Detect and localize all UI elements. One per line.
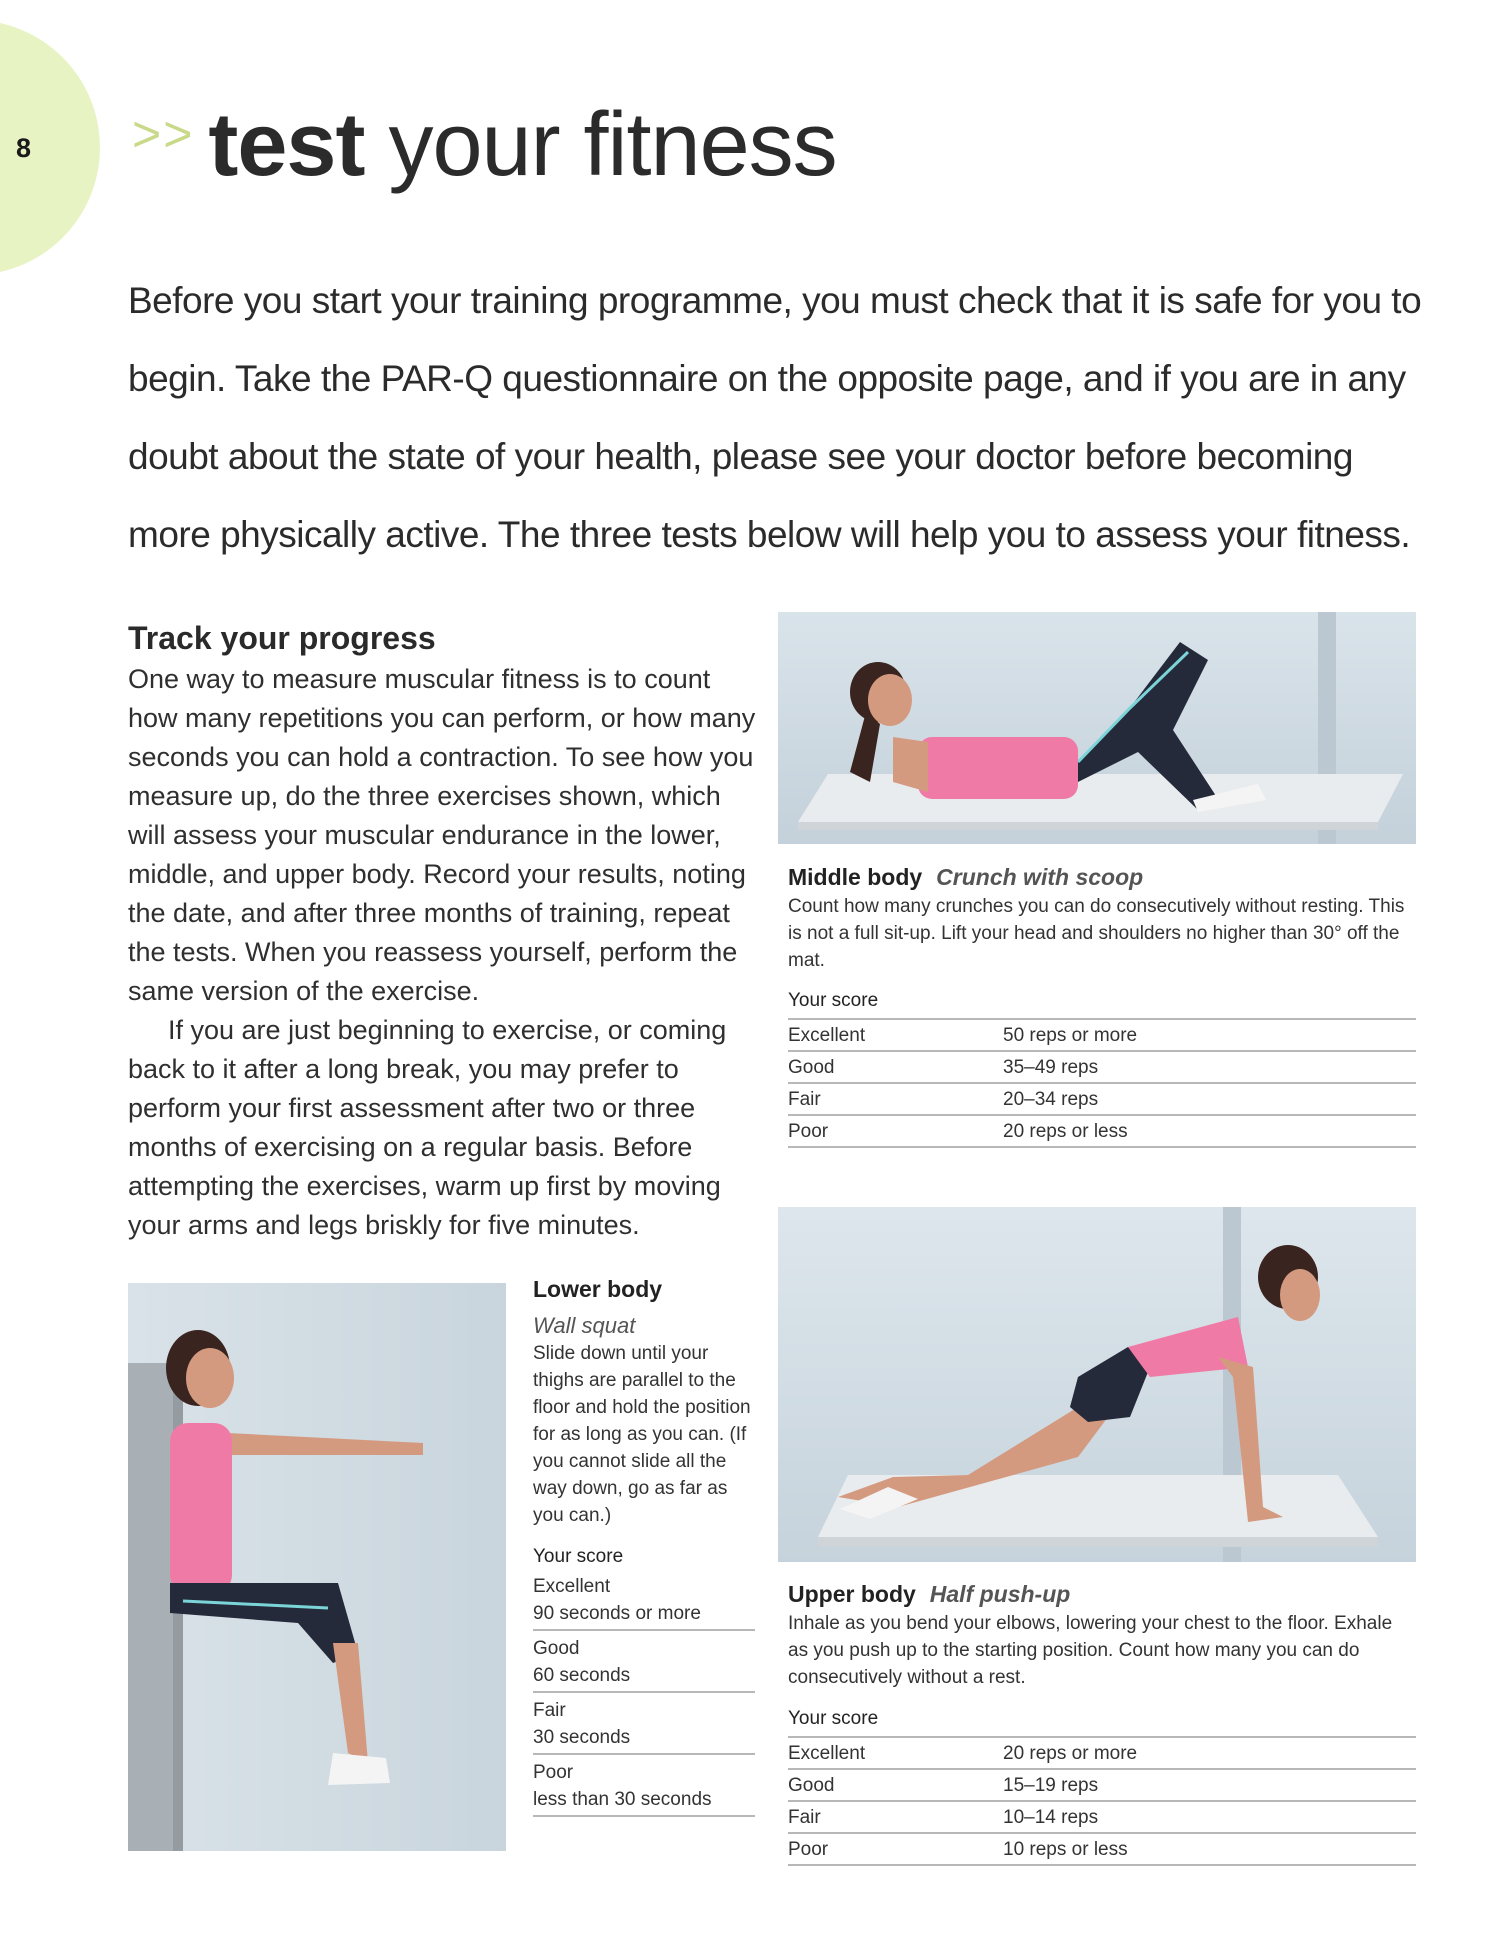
upper-body-score-table — [788, 1736, 1416, 1866]
score-level: Poor — [788, 1121, 829, 1142]
score-row — [788, 1116, 1416, 1148]
score-level: Fair — [788, 1807, 821, 1828]
lower-body-exercise: Wall squat — [533, 1313, 636, 1338]
score-row — [788, 1770, 1416, 1802]
score-row — [533, 1631, 755, 1693]
score-value: 50 reps or more — [1003, 1025, 1138, 1046]
upper-body-description: Inhale as you bend your elbows, lowering your chest to the floor. Exhale as you push up to the starting position. Count how many you can do consecutively without a rest. — [788, 1613, 1393, 1688]
page-tab — [0, 20, 100, 275]
lower-body-description: Slide down until your thighs are parallel to the floor and hold the position for as long as you can. (If you cannot slide all the way down, go as far as you can.) — [533, 1343, 751, 1526]
score-row — [788, 1020, 1416, 1052]
upper-body-heading — [788, 1581, 1070, 1608]
progress-paragraph-1: One way to measure muscular fitness is to count how many repetitions you can perform, or how many seconds you can hold a contraction. To see how you measure up, do the three exercises shown, which will assess your muscular endurance in the lower, middle, and upper body. Record your results, noting the date, and after three months of training, repeat the tests. When you reassess yourself, perform the same version of the exercise. — [128, 664, 756, 1006]
upper-body-exercise: Half push-up — [929, 1581, 1071, 1607]
crunch-photo — [778, 612, 1416, 844]
middle-body-heading — [788, 864, 1143, 891]
score-value: 20 reps or more — [1003, 1743, 1138, 1764]
score-row — [533, 1755, 755, 1817]
score-level: Fair — [533, 1700, 566, 1721]
score-level: Good — [788, 1057, 835, 1078]
score-row — [788, 1802, 1416, 1834]
lower-body-score-title: Your score — [533, 1546, 624, 1567]
score-level: Good — [533, 1638, 580, 1659]
score-value: 20–34 reps — [1003, 1089, 1099, 1110]
score-row — [788, 1834, 1416, 1866]
score-level: Fair — [788, 1089, 821, 1110]
score-value: 10–14 reps — [1003, 1807, 1099, 1828]
middle-body-name: Middle body — [788, 864, 923, 890]
score-level: Poor — [788, 1839, 829, 1860]
score-row — [533, 1573, 755, 1631]
score-level: Poor — [533, 1762, 574, 1783]
progress-body — [128, 660, 758, 1245]
score-value: 60 seconds — [533, 1665, 631, 1686]
score-row — [788, 1052, 1416, 1084]
score-value: 35–49 reps — [1003, 1057, 1099, 1078]
score-level: Excellent — [788, 1025, 866, 1046]
push-up-photo — [778, 1207, 1416, 1562]
score-level: Good — [788, 1775, 835, 1796]
title-bold: test — [208, 95, 365, 195]
lower-body-score-list — [533, 1573, 755, 1817]
score-value: less than 30 seconds — [533, 1789, 712, 1810]
title-chevron: >> — [132, 106, 195, 162]
middle-body-exercise: Crunch with scoop — [936, 864, 1144, 890]
page-title — [132, 95, 837, 195]
score-value: 15–19 reps — [1003, 1775, 1099, 1796]
score-level: Excellent — [788, 1743, 866, 1764]
wall-squat-photo — [128, 1283, 506, 1851]
score-value: 90 seconds or more — [533, 1603, 701, 1624]
progress-paragraph-2: If you are just beginning to exercise, or coming back to it after a long break, you may prefer to perform your first assessment after two or three months of exercising on a regular basis. Before attempting the exercises, warm up first by moving your arms and legs briskly for five minutes. — [128, 1015, 727, 1240]
score-value: 10 reps or less — [1003, 1839, 1128, 1860]
title-rest: your fitness — [364, 95, 837, 195]
middle-body-description: Count how many crunches you can do consecutively without resting. This is not a full sit-up. Lift your head and shoulders no higher than 30° off the mat. — [788, 896, 1405, 971]
middle-body-score-title: Your score — [788, 990, 879, 1011]
middle-body-score-table — [788, 1018, 1416, 1148]
score-row — [788, 1084, 1416, 1116]
page-number: 8 — [16, 133, 32, 163]
lower-body-name: Lower body — [533, 1276, 663, 1302]
progress-heading: Track your progress — [128, 620, 436, 656]
intro-paragraph: Before you start your training programme, you must check that it is safe for you to begin. Take the PAR-Q questionnaire on the opposite page, and if you are in any doubt about the state of your health, please see your doctor before becoming more physically active. The three tests below will help you to assess your fitness. — [128, 280, 1422, 555]
score-level: Excellent — [533, 1576, 611, 1597]
upper-body-name: Upper body — [788, 1581, 916, 1607]
upper-body-score-title: Your score — [788, 1708, 879, 1729]
score-row — [533, 1693, 755, 1755]
score-value: 20 reps or less — [1003, 1121, 1128, 1142]
score-value: 30 seconds — [533, 1727, 631, 1748]
score-row — [788, 1738, 1416, 1770]
